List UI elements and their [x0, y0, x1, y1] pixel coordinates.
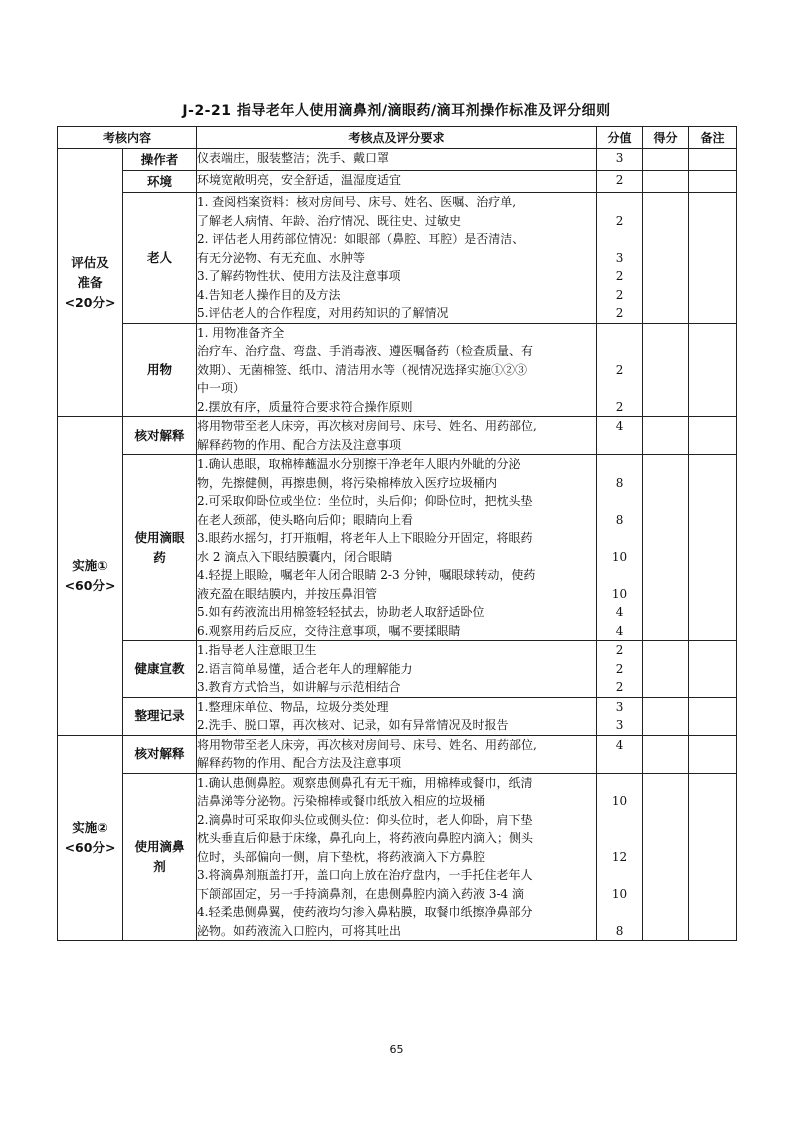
header-requirements: 考核点及评分要求 [197, 127, 597, 149]
requirement-text: 将用物带至老人床旁，再次核对房间号、床号、姓名、用药部位, 解释药物的作用、配合方法及注意事项 [197, 735, 597, 773]
row-label: 整理记录 [123, 697, 197, 735]
row-label: 使用滴眼 药 [123, 455, 197, 641]
table-row [58, 193, 737, 324]
points-cell: 3 [597, 149, 643, 171]
score-cell[interactable] [643, 455, 689, 641]
notes-cell[interactable] [689, 773, 737, 941]
row-label: 健康宣教 [123, 641, 197, 698]
score-cell[interactable] [643, 417, 689, 455]
score-cell[interactable] [643, 697, 689, 735]
points-cell: 2 2 2 [597, 641, 643, 698]
row-label: 核对解释 [123, 735, 197, 773]
table-row [58, 735, 737, 773]
points-cell: 3 3 [597, 697, 643, 735]
points-cell: 10 12 10 8 [597, 773, 643, 941]
table-row [58, 773, 737, 941]
requirement-text: 1.整理床单位、物品，垃圾分类处理 2.洗手、脱口罩，再次核对、记录，如有异常情况及时报告 [197, 697, 597, 735]
section-impl1-label: 实施① <60分> [58, 417, 123, 736]
row-label: 使用滴鼻 剂 [123, 773, 197, 941]
points-cell: 2 2 [597, 323, 643, 417]
notes-cell[interactable] [689, 735, 737, 773]
table-row [58, 323, 737, 417]
page-title: J-2-21 指导老年人使用滴鼻剂/滴眼药/滴耳剂操作标准及评分细则 [182, 103, 611, 119]
requirement-text: 环境宽敞明亮，安全舒适，温湿度适宜 [197, 171, 597, 193]
points-cell: 2 3 2 2 2 [597, 193, 643, 324]
row-label: 核对解释 [123, 417, 197, 455]
scoring-table [57, 126, 737, 941]
table-row [58, 641, 737, 698]
requirement-text: 1. 查阅档案资料：核对房间号、床号、姓名、医嘱、治疗单, 了解老人病情、年龄、治疗情况、既往史、过敏史 2. 评估老人用药部位情况：如眼部（鼻腔、耳腔）是否清洁、 有无分泌物、有无充血、水肿等 3.了解药物性状、使用方法及注意事项 4.告知老人操作目的及方法 5.评估老人的合作程度，对用药知识的了解情况 [197, 193, 597, 324]
score-cell[interactable] [643, 171, 689, 193]
requirement-text: 1.确认患侧鼻腔。观察患侧鼻孔有无干痂，用棉棒或餐巾，纸清 洁鼻涕等分泌物。污染棉棒或餐巾纸放入相应的垃圾桶 2.滴鼻时可采取仰头位或侧头位：仰头位时，老人仰卧，肩下垫 枕头垂直后仰悬于床缘，鼻孔向上，将药液向鼻腔内滴入；侧头 位时，头部偏向一侧，肩下垫枕，将药液滴入下方鼻腔 3.将滴鼻剂瓶盖打开，盖口向上放在治疗盘内，一手托住老年人 下颌部固定，另一手持滴鼻剂，在患侧鼻腔内滴入药液 3-4 滴 4.轻柔患侧鼻翼，使药液均匀渗入鼻粘膜，取餐巾纸擦净鼻部分 泌物。如药液流入口腔内，可将其吐出 [197, 773, 597, 941]
score-cell[interactable] [643, 641, 689, 698]
requirement-text: 1.确认患眼，取棉棒蘸温水分别擦干净老年人眼内外眦的分泌 物，先擦健侧，再擦患侧，将污染棉棒放入医疗垃圾桶内 2.可采取仰卧位或坐位：坐位时，头后仰；仰卧位时，把枕头垫 在老人颈部，使头略向后仰；眼睛向上看 3.眼药水摇匀，打开瓶帽，将老年人上下眼睑分开固定，将眼药 水 2 滴点入下眼结膜囊内，闭合眼睛 4.轻提上眼睑，嘱老年人闭合眼睛 2-3 分钟，嘱眼球转动，使药 液充盈在眼结膜内，并按压鼻泪管 5.如有药液流出用棉签轻轻拭去，协助老人取舒适卧位 6.观察用药后反应，交待注意事项，嘱不要揉眼睛 [197, 455, 597, 641]
header-points: 分值 [597, 127, 643, 149]
row-label: 环境 [123, 171, 197, 193]
table-row [58, 149, 737, 171]
row-label: 用物 [123, 323, 197, 417]
score-cell[interactable] [643, 735, 689, 773]
notes-cell[interactable] [689, 697, 737, 735]
table-row [58, 455, 737, 641]
points-cell: 4 [597, 417, 643, 455]
score-cell[interactable] [643, 323, 689, 417]
section-impl2-label: 实施② <60分> [58, 735, 123, 941]
requirement-text: 1. 用物准备齐全 治疗车、治疗盘、弯盘、手消毒液、遵医嘱备药（检查质量、有 效期）、无菌棉签、纸巾、清洁用水等（视情况选择实施①②③ 中一项） 2.摆放有序，质量符合要求符合操作原则 [197, 323, 597, 417]
requirement-text: 1.指导老人注意眼卫生 2.语言简单易懂，适合老年人的理解能力 3.教育方式恰当，如讲解与示范相结合 [197, 641, 597, 698]
notes-cell[interactable] [689, 641, 737, 698]
notes-cell[interactable] [689, 455, 737, 641]
requirement-text: 将用物带至老人床旁，再次核对房间号、床号、姓名、用药部位, 解释药物的作用、配合方法及注意事项 [197, 417, 597, 455]
table-row [58, 697, 737, 735]
header-score: 得分 [643, 127, 689, 149]
section-assess-label: 评估及 准备 <20分> [58, 149, 123, 417]
header-notes: 备注 [689, 127, 737, 149]
table-row [58, 417, 737, 455]
score-cell[interactable] [643, 193, 689, 324]
row-label: 操作者 [123, 149, 197, 171]
notes-cell[interactable] [689, 171, 737, 193]
notes-cell[interactable] [689, 193, 737, 324]
points-cell: 4 [597, 735, 643, 773]
notes-cell[interactable] [689, 417, 737, 455]
score-cell[interactable] [643, 149, 689, 171]
notes-cell[interactable] [689, 149, 737, 171]
table-row [58, 171, 737, 193]
notes-cell[interactable] [689, 323, 737, 417]
header-content: 考核内容 [58, 127, 197, 149]
points-cell: 2 [597, 171, 643, 193]
row-label: 老人 [123, 193, 197, 324]
points-cell: 8 8 10 10 4 4 [597, 455, 643, 641]
page-number: 65 [389, 1043, 404, 1056]
requirement-text: 仪表端庄，服装整洁；洗手、戴口罩 [197, 149, 597, 171]
table-header-row [58, 127, 737, 149]
score-cell[interactable] [643, 773, 689, 941]
